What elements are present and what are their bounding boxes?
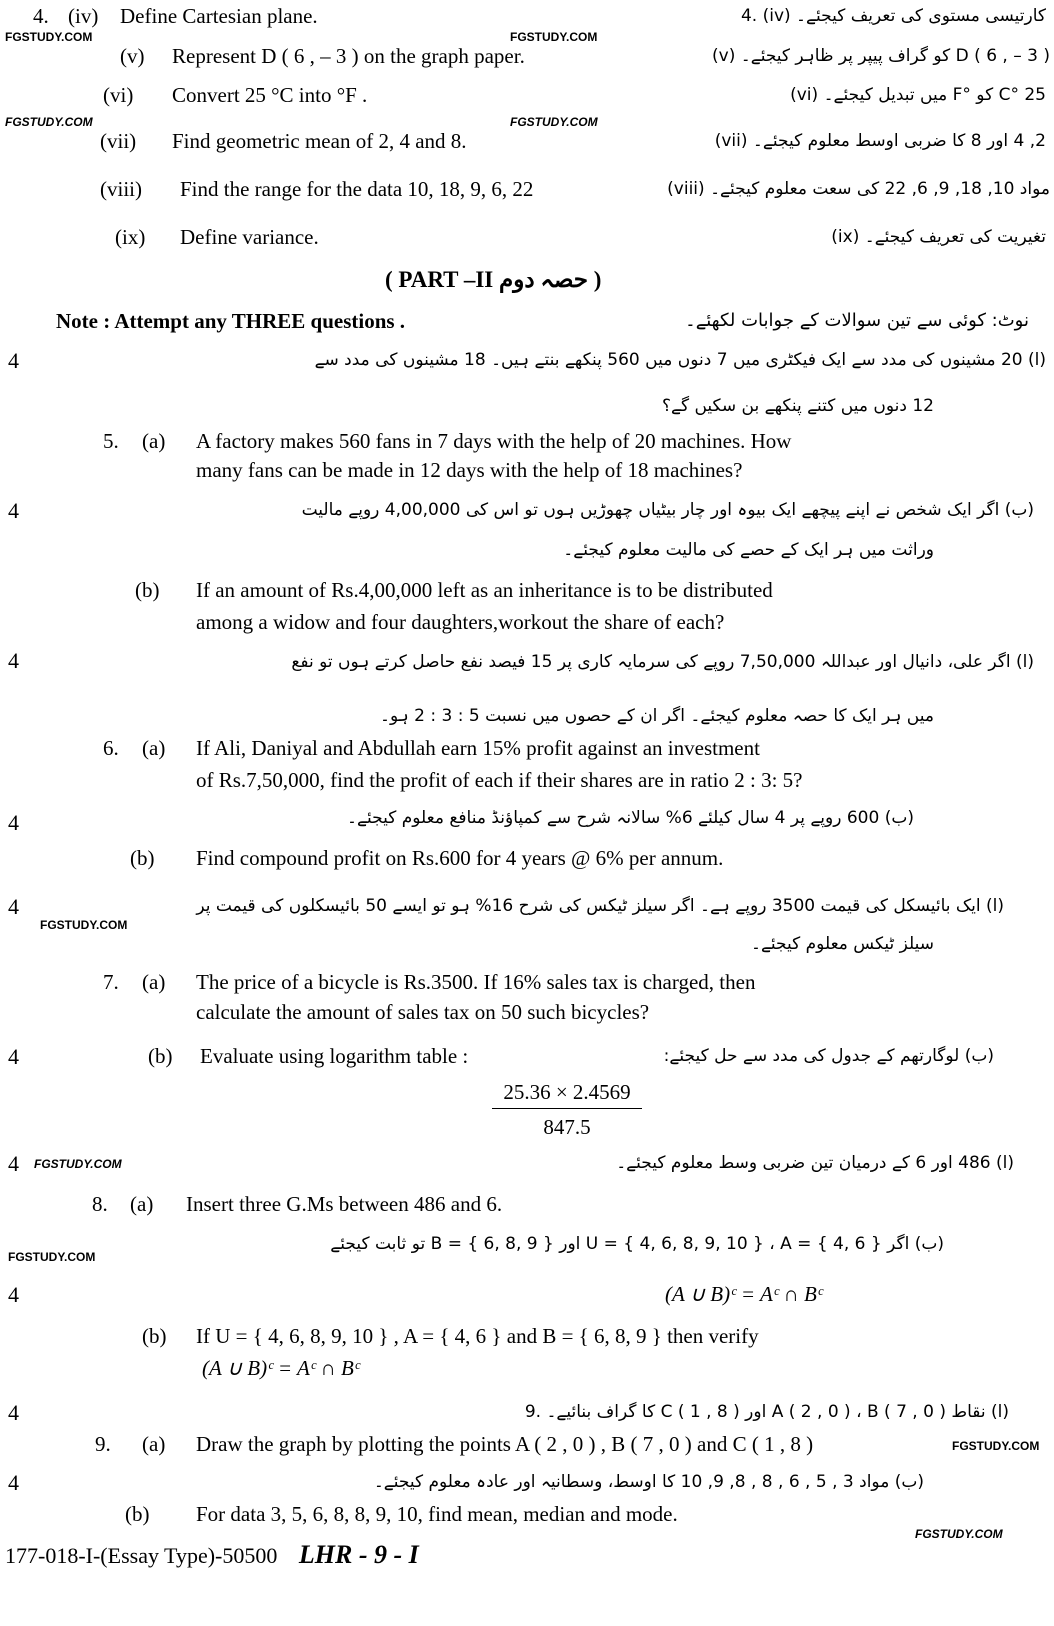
q6-number: 6. (103, 736, 119, 760)
q6a-text-2: of Rs.7,50,000, find the profit of each if their shares are in ratio 2 : 3: 5? (196, 768, 803, 792)
q6a-text-1: If Ali, Daniyal and Abdullah earn 15% profit against an investment (196, 736, 760, 760)
q7b-label: (b) (148, 1044, 173, 1068)
q7a-label: (a) (142, 970, 166, 994)
marks: 4 (8, 1151, 19, 1176)
q5a-text-2: many fans can be made in 12 days with the help of 18 machines? (196, 458, 743, 482)
q5b-label: (b) (135, 578, 160, 602)
q4-ix-label: (ix) (115, 225, 146, 249)
footer (5, 1540, 419, 1570)
fraction-denominator: 847.5 (543, 1115, 591, 1139)
q5a-urdu-1: (ا) 20 مشینوں کی مدد سے ایک فیکٹری میں 7 دنوں میں 560 پنکھے بنتے ہیں۔ 18 مشینوں کی مدد سے (314, 350, 1046, 370)
watermark: FGSTUDY.COM (510, 30, 598, 44)
q9b-text: For data 3, 5, 6, 8, 8, 9, 10, find mean, median and mode. (196, 1502, 678, 1526)
q7-number: 7. (103, 970, 119, 994)
marks: 4 (8, 894, 19, 919)
q9b-urdu: (ب) مواد 3 , 5 , 6 , 8 , 8, 9, 10 کا اوسط، وسطانیہ اور عادہ معلوم کیجئے۔ (373, 1472, 924, 1492)
fraction-numerator: 25.36 × 2.4569 (492, 1080, 642, 1109)
q8a-text: Insert three G.Ms between 486 and 6. (186, 1192, 503, 1216)
q4-iv-label: (iv) (68, 4, 99, 28)
q8b-label: (b) (142, 1324, 167, 1348)
q4-viii-text: Find the range for the data 10, 18, 9, 6, 22 (180, 177, 534, 201)
q4-number: 4. (33, 4, 49, 28)
watermark: FGSTUDY.COM (5, 115, 93, 129)
q7a-text-2: calculate the amount of sales tax on 50 such bicycles? (196, 1000, 650, 1024)
part-2-title: ( PART –II حصہ دوم ) (385, 267, 602, 292)
q8a-label: (a) (130, 1192, 154, 1216)
q8a-urdu: (ا) 486 اور 6 کے درمیان تین ضربی وسط معلوم کیجئے۔ (616, 1153, 1014, 1173)
q6b-text: Find compound profit on Rs.600 for 4 years @ 6% per annum. (196, 846, 724, 870)
paper-code: 177-018-I-(Essay Type)-50500 (5, 1543, 278, 1568)
q6a-urdu-2: میں ہر ایک کا حصہ معلوم کیجئے۔ اگر ان کے حصوں میں نسبت 5 : 3 : 2 ہو۔ (380, 706, 934, 726)
q8b-urdu: (ب) اگر U = { 4, 6, 8, 9, 10 } ، A = { 4, 6 } اور B = { 6, 8, 9 } تو ثابت کیجئے (330, 1234, 944, 1254)
q5b-text-1: If an amount of Rs.4,00,000 left as an inheritance is to be distributed (196, 578, 773, 602)
q5b-urdu-2: وراثت میں ہر ایک کے حصے کی مالیت معلوم کیجئے۔ (563, 540, 934, 560)
q5b-urdu-1: (ب) اگر ایک شخص نے اپنے پیچھے ایک بیوہ اور چار بیٹیاں چھوڑیں ہوں تو اس کی 4,00,000 روپے مالیت (301, 500, 1034, 520)
q6a-urdu-1: (ا) اگر علی، دانیال اور عبداللہ 7,50,000 روپے کی سرمایہ کاری پر 15 فیصد نفع حاصل کرتے ہوں تو نفع (291, 652, 1034, 672)
q4-v-text: Represent D ( 6 , – 3 ) on the graph paper. (172, 44, 525, 68)
watermark: FGSTUDY.COM (5, 30, 93, 44)
q4-vii-label: (vii) (100, 129, 137, 153)
q8-number: 8. (92, 1192, 108, 1216)
marks: 4 (8, 348, 19, 373)
watermark: FGSTUDY.COM (40, 918, 128, 932)
q4-v-urdu: D ( 6 , – 3 ) کو گراف پیپر پر ظاہر کیجئے۔ (v) (712, 46, 1050, 66)
q9b-label: (b) (125, 1502, 150, 1526)
marks: 4 (8, 1400, 19, 1425)
marks: 4 (8, 1282, 19, 1307)
q6a-label: (a) (142, 736, 166, 760)
q5a-text-1: A factory makes 560 fans in 7 days with the help of 20 machines. How (196, 429, 792, 453)
q5a-urdu-2: 12 دنوں میں کتنے پنکھے بن سکیں گے؟ (661, 396, 934, 416)
q9a-text: Draw the graph by plotting the points A ( 2 , 0 ) , B ( 7 , 0 ) and C ( 1 , 8 ) (196, 1432, 814, 1456)
handwritten-note: LHR - 9 - I (298, 1540, 419, 1569)
note-urdu: نوٹ: کوئی سے تین سوالات کے جوابات لکھئے۔ (685, 310, 1029, 331)
marks: 4 (8, 1044, 19, 1069)
q7b-urdu: (ب) لوگارتھم کے جدول کی مدد سے حل کیجئے: (663, 1046, 994, 1066)
q4-iv-urdu: کارتیسی مستوی کی تعریف کیجئے۔ (iv) .4 (740, 6, 1046, 26)
q9a-label: (a) (142, 1432, 166, 1456)
q8b-formula-urdu: (A ∪ B)ᶜ = Aᶜ ∩ Bᶜ (665, 1282, 823, 1306)
q4-viii-urdu: مواد 10, 18, 9, 6, 22 کی سعت معلوم کیجئے۔ (viii) (667, 179, 1050, 199)
note-english: Note : Attempt any THREE questions . (56, 309, 406, 333)
q4-vii-text: Find geometric mean of 2, 4 and 8. (172, 129, 467, 153)
q5b-text-2: among a widow and four daughters,workout the share of each? (196, 610, 725, 634)
marks: 4 (8, 498, 19, 523)
marks: 4 (8, 810, 19, 835)
watermark: FGSTUDY.COM (8, 1250, 96, 1264)
q4-ix-text: Define variance. (180, 225, 319, 249)
marks: 4 (8, 1470, 19, 1495)
q8b-text: If U = { 4, 6, 8, 9, 10 } , A = { 4, 6 } and B = { 6, 8, 9 } then verify (196, 1324, 759, 1348)
q4-iv-text: Define Cartesian plane. (120, 4, 318, 28)
q7a-urdu-1: (ا) ایک بائیسکل کی قیمت 3500 روپے ہے۔ اگر سیلز ٹیکس کی شرح 16% ہو تو ایسے 50 بائیسکلوں کی قیمت پر (196, 896, 1004, 916)
marks: 4 (8, 648, 19, 673)
watermark: FGSTUDY.COM (510, 115, 598, 129)
q6b-urdu: (ب) 600 روپے پر 4 سال کیلئے 6% سالانہ شرح سے کمپاؤنڈ منافع معلوم کیجئے۔ (347, 808, 914, 828)
q7a-urdu-2: سیلز ٹیکس معلوم کیجئے۔ (750, 934, 934, 954)
q9-number: 9. (95, 1432, 111, 1456)
q4-vi-urdu: 25 °C کو °F میں تبدیل کیجئے۔ (vi) (790, 85, 1046, 105)
watermark: FGSTUDY.COM (952, 1439, 1040, 1453)
q4-vi-text: Convert 25 °C into °F . (172, 83, 368, 107)
q6b-label: (b) (130, 846, 155, 870)
q4-vi-label: (vi) (103, 83, 134, 107)
q5-number: 5. (103, 429, 119, 453)
q4-ix-urdu: تغیریت کی تعریف کیجئے۔ (ix) (831, 227, 1046, 247)
q4-vii-urdu: 2, 4 اور 8 کا ضربی اوسط معلوم کیجئے۔ (vii) (714, 131, 1046, 151)
watermark: FGSTUDY.COM (34, 1157, 122, 1171)
q8b-formula: (A ∪ B)ᶜ = Aᶜ ∩ Bᶜ (202, 1356, 360, 1380)
q7b-text: Evaluate using logarithm table : (200, 1044, 469, 1068)
q5a-label: (a) (142, 429, 166, 453)
q9a-urdu: (ا) نقاط A ( 2 , 0 ) ، B ( 7 , 0 ) اور C ( 1 , 8 ) کا گراف بنائیے۔ .9 (524, 1402, 1009, 1422)
log-fraction (492, 1080, 642, 1140)
q4-viii-label: (viii) (100, 177, 142, 201)
q7a-text-1: The price of a bicycle is Rs.3500. If 16% sales tax is charged, then (196, 970, 756, 994)
watermark: FGSTUDY.COM (915, 1527, 1003, 1541)
q4-v-label: (v) (120, 44, 145, 68)
